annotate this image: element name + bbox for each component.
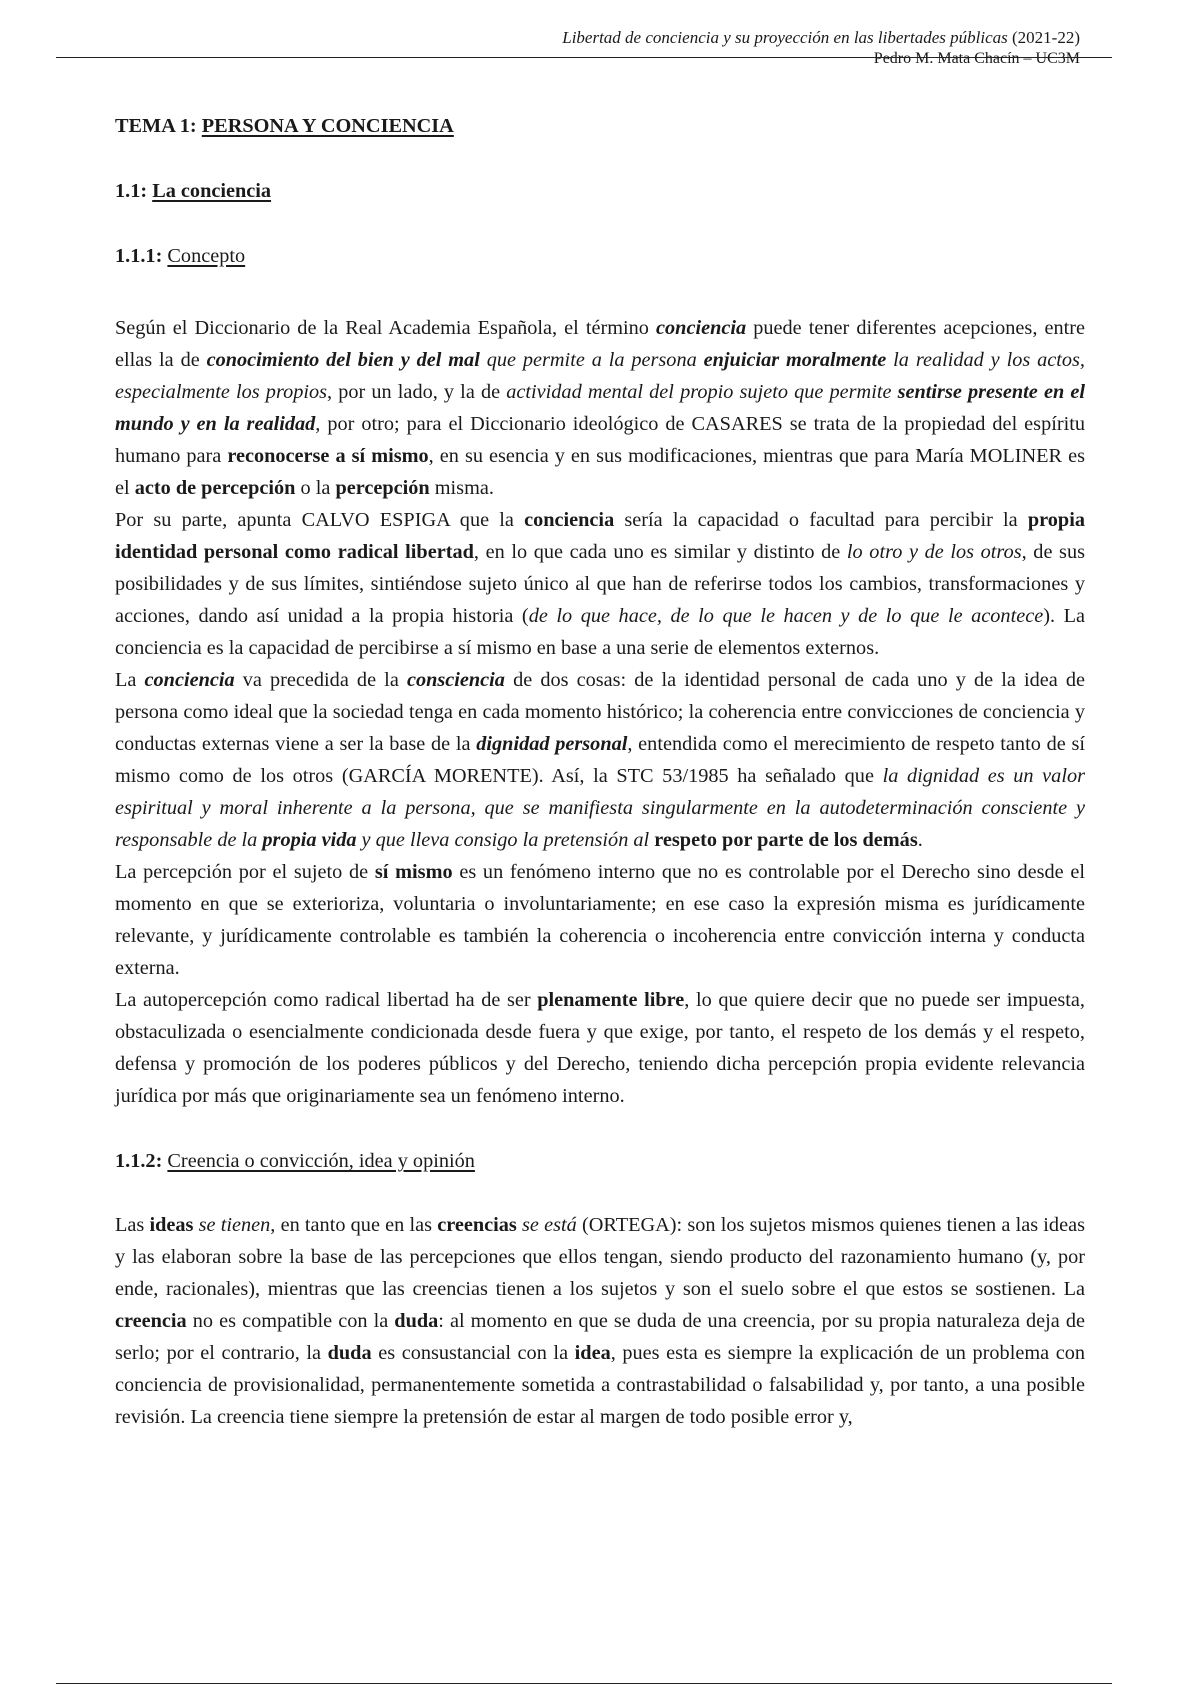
subsection-heading-creencia: 1.1.2: Creencia o convicción, idea y opinión [115, 1150, 475, 1172]
paragraph-1: Según el Diccionario de la Real Academia Española, el término conciencia puede tener diferentes acepciones, entre ellas la de conocimiento del bien y del mal que permite a la persona enjuiciar moralmente la realidad y los actos, especialmente los propios, por un lado, y la de actividad mental del propio sujeto que permite sentirse presente en el mundo y en la realidad, por otro; para el Diccionario ideológico de CASARES se trata de la propiedad del espíritu humano para reconocerse a sí mismo, en su esencia y en sus modificaciones, mientras que para María MOLINER es el acto de percepción o la percepción misma. [115, 317, 1086, 499]
paragraph-5: La autopercepción como radical libertad ha de ser plenamente libre, lo que quiere decir que no puede ser impuesta, obstaculizada o esencialmente condicionada desde fuera y que exige, por tanto, el respeto de los demás y el respeto, defensa y promoción de los poderes públicos y del Derecho, teniendo dicha percepción propia evidente relevancia jurídica por más que originariamente sea un fenómeno interno. [115, 989, 1085, 1107]
section-heading: 1.1: La conciencia [115, 180, 272, 202]
author-line: Pedro M. Mata Chacín – UC3M [873, 51, 1080, 63]
paragraph-4: La percepción por el sujeto de sí mismo es un fenómeno interno que no es controlable por el Derecho sino desde el momento en que se exterioriza, voluntaria o involuntariamente; en ese caso la expresión misma es jurídicamente relevante, y jurídicamente controlable es también la coherencia o incoherencia entre convicción interna y conducta externa. [115, 861, 1085, 979]
section-title: La conciencia [152, 180, 272, 202]
page-header [56, 28, 1112, 63]
document-body [115, 110, 1085, 1433]
document-year: (2021-22) [1012, 28, 1080, 47]
header-divider [56, 57, 1112, 58]
subsection-heading-concepto: 1.1.1: Concepto [115, 245, 246, 267]
chapter-heading: TEMA 1: PERSONA Y CONCIENCIA [115, 115, 454, 137]
paragraph-3: La conciencia va precedida de la consciencia de dos cosas: de la identidad personal de cada uno y de la idea de persona como ideal que la sociedad tenga en cada momento histórico; la coherencia entre convicciones de conciencia y conductas externas viene a ser la base de la dignidad personal, entendida como el merecimiento de respeto tanto de sí mismo como de los otros (GARCÍA MORENTE). Así, la STC 53/1985 ha señalado que la dignidad es un valor espiritual y moral inherente a la persona, que se manifiesta singularmente en la autodeterminación consciente y responsable de la propia vida y que lleva consigo la pretensión al respeto por parte de los demás. [115, 669, 1085, 851]
footer-divider [56, 1683, 1112, 1684]
paragraph-6: Las ideas se tienen, en tanto que en las creencias se está (ORTEGA): son los sujetos mismos quienes tienen a las ideas y las elaboran sobre la base de las percepciones que ellos tengan, siendo producto del razonamiento humano (y, por ende, racionales), mientras que las creencias tienen a los sujetos y son el suelo sobre el que estos se sostienen. La creencia no es compatible con la duda: al momento en que se duda de una creencia, por su propia naturaleza deja de serlo; por el contrario, la duda es consustancial con la idea, pues esta es siempre la explicación de un problema con conciencia de provisionalidad, permanentemente sometida a contrastabilidad o falsabilidad y, por tanto, a una posible revisión. La creencia tiene siempre la pretensión de estar al margen de todo posible error y, [115, 1214, 1085, 1428]
paragraph-2: Por su parte, apunta CALVO ESPIGA que la conciencia sería la capacidad o facultad para percibir la propia identidad personal como radical libertad, en lo que cada uno es similar y distinto de lo otro y de los otros, de sus posibilidades y de sus límites, sintiéndose sujeto único al que han de referirse todos los cambios, transformaciones y acciones, dando así unidad a la propia historia (de lo que hace, de lo que le hacen y de lo que le acontece). La conciencia es la capacidad de percibirse a sí mismo en base a una serie de elementos externos. [115, 509, 1085, 659]
subsection-title: Creencia o convicción, idea y opinión [167, 1150, 475, 1172]
subsection-title: Concepto [167, 245, 246, 267]
chapter-title: PERSONA Y CONCIENCIA [201, 115, 454, 137]
document-title: Libertad de conciencia y su proyección en las libertades públicas [562, 28, 1008, 47]
